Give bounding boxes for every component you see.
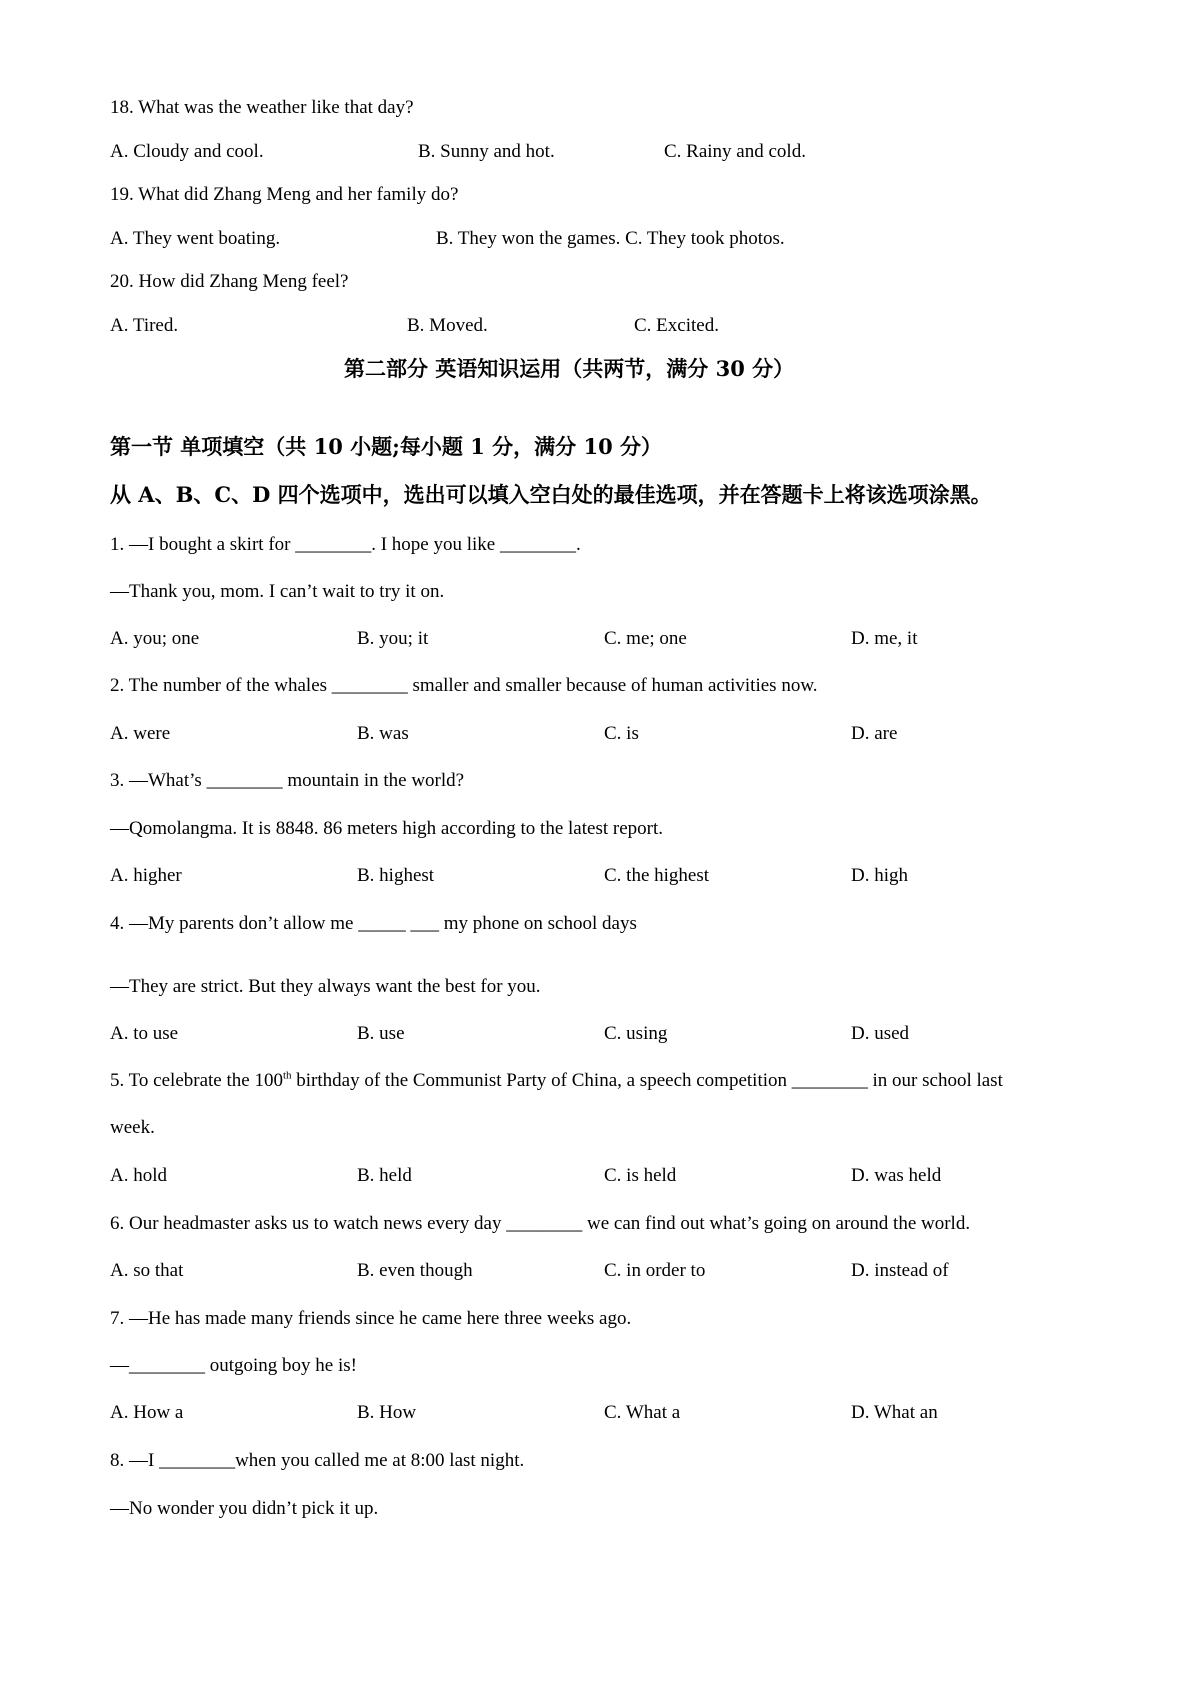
q20-option-b: B. Moved. [407,315,488,336]
q3-option-b: B. highest [357,865,435,886]
q4-option-d: D. used [851,1023,910,1044]
q20-option-c: C. Excited. [634,315,719,336]
q5-stem-post: birthday of the Communist Party of China, a speech competition ________ in our school last [291,1070,1003,1091]
q3-reply: —Qomolangma. It is 8848. 86 meters high according to the latest report. [110,818,663,839]
q8-stem: 8. —I ________when you called me at 8:00 last night. [110,1450,525,1471]
q4-option-b: B. use [357,1023,405,1044]
q1-option-a: A. you; one [110,628,200,649]
q4-option-a: A. to use [110,1023,179,1044]
q3-option-c: C. the highest [604,865,710,886]
section1-instruction: 从 A、B、C、D 四个选项中，选出可以填入空白处的最佳选项，并在答题卡上将该选项涂黑。 [110,482,992,507]
q6-option-b: B. even though [357,1260,473,1281]
q20-stem: 20. How did Zhang Meng feel? [110,271,349,292]
q3-option-a: A. higher [110,865,182,886]
q5-stem [110,1069,1003,1093]
part2-title: 第二部分 英语知识运用（共两节，满分 30 分） [344,356,795,381]
q2-option-d: D. are [851,723,898,744]
q4-reply: —They are strict. But they always want the best for you. [110,976,541,997]
q5-option-a: A. hold [110,1165,167,1186]
q2-option-a: A. were [110,723,171,744]
q1-stem: 1. —I bought a skirt for ________. I hope you like ________. [110,534,581,555]
q18-option-c: C. Rainy and cold. [664,141,806,162]
q5-stem-continuation: week. [110,1117,155,1138]
q7-stem: 7. —He has made many friends since he came here three weeks ago. [110,1308,632,1329]
q6-option-a: A. so that [110,1260,184,1281]
q6-option-d: D. instead of [851,1260,949,1281]
q4-stem: 4. —My parents don’t allow me _____ ___ my phone on school days [110,913,637,934]
q1-option-c: C. me; one [604,628,687,649]
q5-stem-pre: 5. To celebrate the 100 [110,1070,283,1091]
q4-option-c: C. using [604,1023,668,1044]
q8-reply: —No wonder you didn’t pick it up. [110,1498,379,1519]
q6-stem: 6. Our headmaster asks us to watch news every day ________ we can find out what’s going on around the world. [110,1213,971,1234]
q18-stem: 18. What was the weather like that day? [110,97,414,118]
q19-option-a: A. They went boating. [110,228,281,249]
q5-option-d: D. was held [851,1165,942,1186]
q5-stem-sup: th [282,1069,292,1082]
q1-option-b: B. you; it [357,628,429,649]
q18-option-a: A. Cloudy and cool. [110,141,264,162]
q2-stem: 2. The number of the whales ________ smaller and smaller because of human activities now. [110,675,818,696]
q7-option-a: A. How a [110,1402,184,1423]
q19-stem: 19. What did Zhang Meng and her family do? [110,184,459,205]
q5-option-b: B. held [357,1165,412,1186]
q1-reply: —Thank you, mom. I can’t wait to try it on. [110,581,445,602]
q18-option-b: B. Sunny and hot. [418,141,555,162]
q19-option-bc: B. They won the games. C. They took photos. [436,228,785,249]
q3-stem: 3. —What’s ________ mountain in the world? [110,770,465,791]
q2-option-c: C. is [604,723,639,744]
q6-option-c: C. in order to [604,1260,706,1281]
q7-option-c: C. What a [604,1402,681,1423]
q3-option-d: D. high [851,865,908,886]
section1-title: 第一节 单项填空（共 10 小题;每小题 1 分，满分 10 分） [110,434,662,459]
q1-option-d: D. me, it [851,628,918,649]
q7-option-b: B. How [357,1402,417,1423]
q5-option-c: C. is held [604,1165,677,1186]
q20-option-a: A. Tired. [110,315,179,336]
q2-option-b: B. was [357,723,409,744]
q7-option-d: D. What an [851,1402,938,1423]
q7-reply: —________ outgoing boy he is! [110,1355,357,1376]
